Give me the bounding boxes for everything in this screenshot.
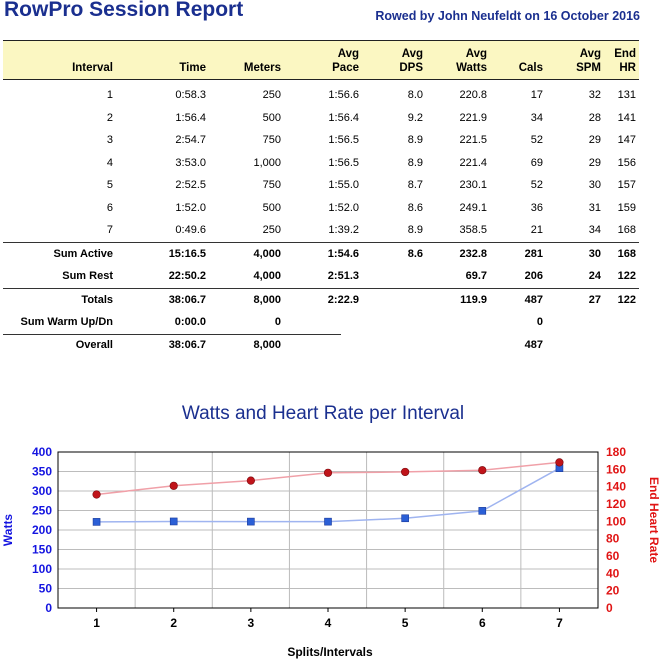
table-row — [3, 152, 639, 175]
table-row — [3, 311, 639, 334]
table-body — [3, 80, 639, 356]
watts-point — [170, 518, 177, 525]
table-row — [3, 219, 639, 242]
column-header-line: Time — [179, 62, 206, 74]
table-cell: 9.2 — [407, 111, 423, 124]
table-cell: 27 — [588, 293, 601, 306]
table-cell: 28 — [588, 111, 601, 124]
table-cell: 1:52.0 — [328, 201, 359, 214]
table-cell: 131 — [617, 89, 636, 101]
table-cell: 0:00.0 — [174, 316, 206, 328]
table-cell: 221.4 — [459, 156, 487, 169]
table-row — [3, 242, 639, 266]
table-cell: 1,000 — [253, 156, 281, 169]
table-cell: 281 — [524, 247, 543, 260]
table-cell: Sum Warm Up/Dn — [20, 316, 113, 328]
watts-hr-chart — [0, 370, 662, 660]
column-header-line: Cals — [518, 62, 543, 74]
column-header-line: Avg — [465, 48, 487, 60]
table-cell: 8.9 — [407, 134, 423, 146]
table-cell: 8,000 — [253, 293, 281, 306]
table-cell: 206 — [524, 270, 543, 282]
table-cell: 8.6 — [407, 247, 423, 260]
column-header-line: DPS — [399, 62, 423, 74]
column-header — [519, 61, 543, 75]
column-header-line: Avg — [579, 48, 601, 60]
table-cell: 750 — [262, 134, 281, 146]
table-cell: 500 — [262, 111, 281, 124]
hr-point — [93, 491, 101, 499]
report-subtitle: Rowed by John Neufeldt on 16 October 2016 — [375, 9, 640, 23]
table-cell: 2:51.3 — [327, 270, 359, 282]
column-header — [576, 47, 601, 75]
table-cell: 141 — [617, 111, 636, 124]
table-cell: 4,000 — [253, 270, 281, 282]
table-cell: 220.8 — [459, 89, 487, 101]
table-cell: 8.0 — [407, 89, 423, 101]
table-cell: 122 — [617, 270, 636, 282]
table-cell: 5 — [106, 179, 113, 191]
y-tick-label: 0 — [45, 601, 52, 615]
column-header — [456, 47, 487, 75]
table-cell: 358.5 — [459, 224, 487, 236]
table-cell: 21 — [530, 224, 543, 236]
y2-tick-label: 100 — [606, 514, 627, 529]
column-header — [614, 47, 636, 75]
table-cell: 0:49.6 — [175, 224, 206, 236]
table-cell: 8.9 — [407, 156, 423, 169]
y-tick-label: 250 — [31, 503, 52, 518]
table-cell: Overall — [75, 338, 113, 351]
table-cell: 8.9 — [407, 224, 423, 236]
column-header-line: SPM — [576, 62, 601, 74]
y-tick-label: 100 — [31, 562, 52, 576]
table-row — [3, 174, 639, 197]
table-cell: 34 — [530, 111, 543, 124]
table-cell: 4,000 — [253, 247, 281, 260]
table-cell: 230.1 — [459, 179, 487, 191]
table-cell: 6 — [106, 201, 113, 214]
table-cell: 1:56.5 — [328, 134, 359, 146]
y2-tick-label: 60 — [606, 549, 620, 563]
x-tick-label: 5 — [401, 616, 409, 630]
table-cell: 8.6 — [407, 201, 423, 214]
y2-tick-label: 140 — [606, 479, 627, 494]
table-cell: 750 — [262, 179, 281, 191]
table-cell: 0 — [274, 316, 281, 328]
watts-point — [93, 518, 100, 525]
table-cell: 1 — [106, 89, 113, 101]
table-cell: 31 — [588, 201, 601, 214]
table-cell: 38:06.7 — [168, 338, 206, 351]
hr-point — [478, 466, 486, 474]
x-axis-label: Splits/Intervals — [287, 645, 373, 659]
column-header-line: Interval — [72, 62, 113, 74]
y2-tick-label: 180 — [606, 445, 627, 459]
table-cell: 8.7 — [407, 179, 423, 191]
y-tick-label: 300 — [31, 484, 52, 498]
table-cell: 36 — [530, 201, 543, 214]
y2-tick-label: 40 — [606, 566, 620, 581]
table-cell: 1:56.6 — [328, 89, 359, 101]
table-cell: 38:06.7 — [168, 293, 206, 306]
table-cell: 1:56.5 — [328, 156, 359, 169]
table-cell: 487 — [524, 338, 543, 351]
table-cell: 122 — [617, 293, 636, 306]
chart-title: Watts and Heart Rate per Interval — [181, 403, 465, 424]
table-cell: 30 — [588, 179, 601, 191]
table-cell: 24 — [588, 270, 601, 282]
hr-point — [170, 482, 178, 490]
column-header-line: Avg — [337, 48, 359, 60]
table-cell: 147 — [617, 134, 636, 146]
table-cell: 29 — [588, 134, 601, 146]
y-axis-label: Watts — [1, 513, 15, 547]
table-cell: 2:22.9 — [327, 293, 359, 306]
table-cell: 2 — [106, 111, 113, 124]
table-cell: 52 — [530, 134, 543, 146]
y-tick-label: 350 — [31, 464, 52, 479]
x-tick-label: 4 — [324, 616, 332, 630]
y-tick-label: 150 — [31, 542, 52, 557]
table-cell: 500 — [262, 201, 281, 214]
column-header — [72, 61, 113, 75]
y2-tick-label: 0 — [606, 601, 613, 615]
table-cell: 232.8 — [459, 247, 487, 260]
table-row — [3, 265, 639, 288]
table-cell: Totals — [81, 293, 113, 306]
x-tick-label: 3 — [247, 616, 255, 630]
y2-tick-label: 160 — [606, 462, 627, 477]
table-header — [3, 40, 639, 80]
column-header-line: Watts — [456, 62, 487, 74]
x-tick-label: 2 — [170, 616, 178, 630]
x-tick-label: 6 — [478, 616, 486, 630]
table-cell: Sum Rest — [62, 270, 113, 282]
table-row — [3, 129, 639, 152]
table-cell: 69 — [530, 156, 543, 169]
column-header — [399, 47, 423, 75]
table-row — [3, 197, 639, 220]
x-tick-label: 7 — [556, 616, 563, 630]
table-cell: 119.9 — [460, 293, 487, 306]
table-cell: 15:16.5 — [168, 247, 206, 260]
table-row — [3, 107, 639, 130]
table-cell: 1:56.4 — [175, 111, 206, 124]
table-cell: 3 — [106, 134, 113, 146]
table-cell: 159 — [617, 201, 636, 214]
table-cell: 7 — [106, 224, 113, 236]
hr-point — [247, 477, 255, 485]
table-cell: 1:56.4 — [328, 111, 359, 124]
y-tick-label: 50 — [38, 581, 52, 596]
table-cell: 0 — [536, 316, 543, 328]
y2-tick-label: 120 — [606, 497, 627, 511]
y2-axis-label: End Heart Rate — [647, 476, 661, 564]
table-row — [3, 288, 639, 312]
table-cell: 250 — [262, 89, 281, 101]
y-tick-label: 400 — [31, 445, 52, 459]
hr-point — [324, 469, 332, 477]
table-cell: 30 — [588, 247, 601, 260]
table-cell: 168 — [617, 247, 636, 260]
column-header — [179, 61, 206, 75]
table-cell: 3:53.0 — [175, 156, 206, 169]
table-cell: 2:54.7 — [175, 134, 206, 146]
table-cell: 34 — [588, 224, 601, 236]
hr-point — [401, 468, 409, 476]
column-header-line: Avg — [401, 48, 423, 60]
y2-tick-label: 20 — [606, 583, 620, 598]
table-cell: 157 — [617, 179, 636, 191]
watts-point — [247, 518, 254, 525]
table-cell: 156 — [617, 156, 636, 169]
x-tick-label: 1 — [93, 616, 100, 630]
table-cell: 52 — [530, 179, 543, 191]
table-cell: 8,000 — [253, 338, 281, 351]
column-header — [244, 61, 281, 75]
table-cell: 250 — [262, 224, 281, 236]
table-cell: 2:52.5 — [175, 179, 206, 191]
watts-point — [402, 515, 409, 522]
table-cell: 1:52.0 — [175, 201, 206, 214]
table-cell: 29 — [588, 156, 601, 169]
column-header-line: Pace — [332, 62, 359, 74]
table-cell: 0:58.3 — [175, 89, 206, 101]
y2-tick-label: 80 — [606, 531, 620, 546]
table-cell: 487 — [524, 293, 543, 306]
table-row — [3, 334, 639, 357]
table-row — [3, 84, 639, 107]
table-cell: 17 — [530, 89, 543, 101]
report-title: RowPro Session Report — [4, 0, 244, 21]
table-cell: 168 — [617, 224, 636, 236]
table-cell: 1:54.6 — [327, 247, 359, 260]
table-cell: 221.5 — [459, 134, 487, 146]
hr-point — [556, 459, 564, 467]
table-cell: 221.9 — [459, 111, 487, 124]
table-cell: 249.1 — [459, 201, 487, 214]
column-header-line: HR — [619, 62, 636, 74]
table-cell: 69.7 — [465, 270, 487, 282]
table-cell: 22:50.2 — [168, 270, 206, 282]
watts-point — [479, 507, 486, 514]
y-tick-label: 200 — [31, 523, 52, 537]
column-header — [332, 47, 359, 75]
table-cell: Sum Active — [53, 247, 113, 260]
watts-point — [325, 518, 332, 525]
table-cell: 32 — [588, 89, 601, 101]
table-cell: 1:55.0 — [328, 179, 359, 191]
column-header-line: End — [614, 48, 636, 60]
session-table — [3, 40, 639, 356]
table-cell: 4 — [106, 156, 113, 169]
table-cell: 1:39.2 — [328, 224, 359, 236]
column-header-line: Meters — [243, 62, 281, 74]
